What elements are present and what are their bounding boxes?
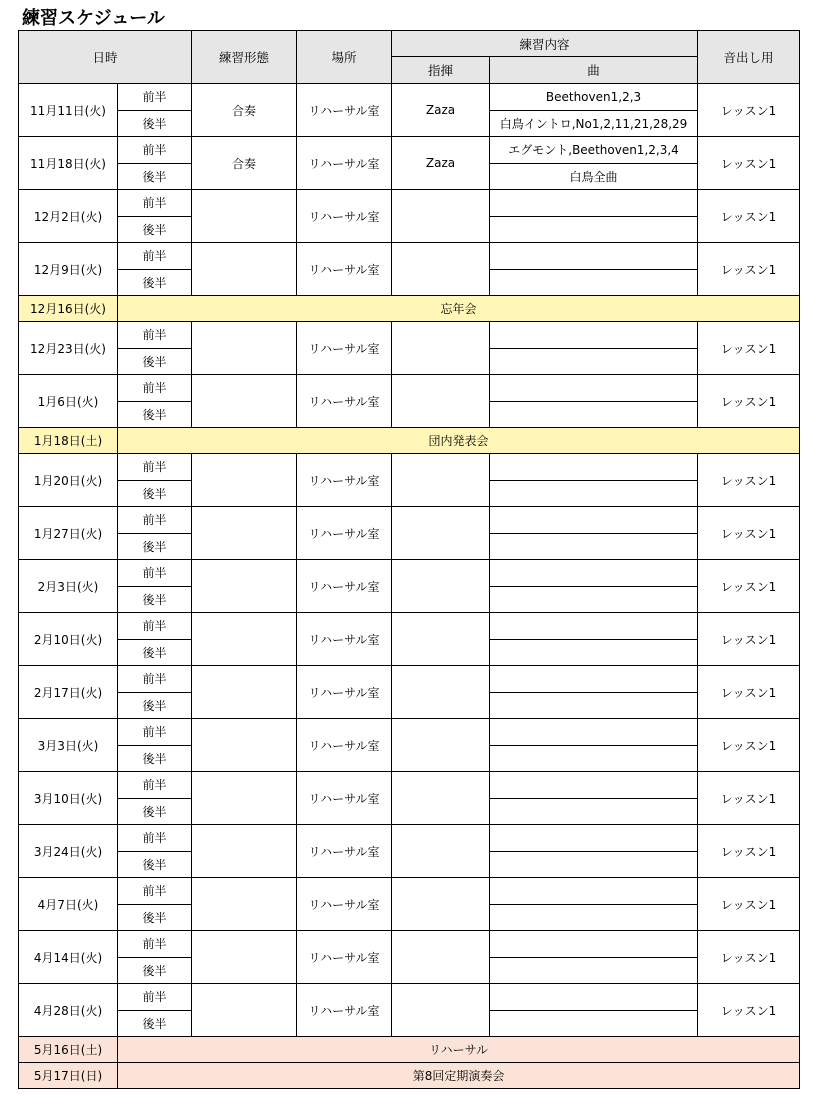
schedule-row (19, 666, 800, 693)
date-cell: 2月3日(火) (19, 560, 118, 613)
second-half-label: 後半 (118, 216, 192, 243)
sound-cell: レッスン1 (698, 375, 800, 428)
date-cell: 1月27日(火) (19, 507, 118, 560)
second-half-label: 後半 (118, 533, 192, 560)
date-cell: 3月3日(火) (19, 719, 118, 772)
schedule-row (19, 507, 800, 534)
form-cell (192, 772, 297, 825)
conductor-cell (392, 507, 490, 560)
header-form: 練習形態 (192, 31, 297, 84)
sound-cell: レッスン1 (698, 931, 800, 984)
header-sound: 音出し用 (698, 31, 800, 84)
piece-first-cell (490, 560, 698, 587)
schedule-row (19, 613, 800, 640)
first-half-label: 前半 (118, 613, 192, 640)
place-cell: リハーサル室 (297, 560, 392, 613)
piece-first-cell (490, 931, 698, 958)
schedule-row (19, 137, 800, 164)
conductor-cell (392, 454, 490, 507)
date-cell: 2月10日(火) (19, 613, 118, 666)
piece-first-cell (490, 613, 698, 640)
schedule-row (19, 454, 800, 481)
piece-first-cell (490, 825, 698, 852)
event-row (19, 428, 800, 454)
second-half-label: 後半 (118, 269, 192, 296)
place-cell: リハーサル室 (297, 454, 392, 507)
conductor-cell: Zaza (392, 84, 490, 137)
place-cell: リハーサル室 (297, 137, 392, 190)
conductor-cell (392, 613, 490, 666)
conductor-cell (392, 931, 490, 984)
date-cell: 4月7日(火) (19, 878, 118, 931)
event-label: リハーサル (118, 1037, 800, 1063)
sound-cell: レッスン1 (698, 666, 800, 719)
header-conductor: 指揮 (392, 57, 490, 84)
first-half-label: 前半 (118, 825, 192, 852)
date-cell: 2月17日(火) (19, 666, 118, 719)
page-title: 練習スケジュール (22, 8, 165, 29)
first-half-label: 前半 (118, 454, 192, 481)
form-cell (192, 560, 297, 613)
piece-second-cell (490, 957, 698, 984)
second-half-label: 後半 (118, 639, 192, 666)
schedule-table (18, 30, 800, 1089)
piece-second-cell (490, 401, 698, 428)
piece-second-cell (490, 586, 698, 613)
second-half-label: 後半 (118, 480, 192, 507)
event-date: 5月17日(日) (19, 1063, 118, 1089)
date-cell: 3月24日(火) (19, 825, 118, 878)
piece-first-cell (490, 984, 698, 1011)
piece-second-cell (490, 216, 698, 243)
form-cell (192, 375, 297, 428)
piece-first-cell (490, 190, 698, 217)
first-half-label: 前半 (118, 772, 192, 799)
piece-first-cell (490, 454, 698, 481)
date-cell: 3月10日(火) (19, 772, 118, 825)
piece-second-cell (490, 1010, 698, 1037)
first-half-label: 前半 (118, 84, 192, 111)
second-half-label: 後半 (118, 1010, 192, 1037)
schedule-row (19, 243, 800, 270)
piece-second-cell (490, 851, 698, 878)
sound-cell: レッスン1 (698, 190, 800, 243)
first-half-label: 前半 (118, 878, 192, 905)
conductor-cell (392, 772, 490, 825)
schedule-row (19, 825, 800, 852)
piece-first-cell (490, 666, 698, 693)
schedule-row (19, 560, 800, 587)
event-date: 1月18日(土) (19, 428, 118, 454)
date-cell: 4月14日(火) (19, 931, 118, 984)
first-half-label: 前半 (118, 719, 192, 746)
conductor-cell (392, 878, 490, 931)
piece-second-cell (490, 480, 698, 507)
second-half-label: 後半 (118, 401, 192, 428)
second-half-label: 後半 (118, 798, 192, 825)
place-cell: リハーサル室 (297, 931, 392, 984)
sound-cell: レッスン1 (698, 137, 800, 190)
schedule-row (19, 190, 800, 217)
second-half-label: 後半 (118, 745, 192, 772)
piece-second-cell (490, 269, 698, 296)
sound-cell: レッスン1 (698, 243, 800, 296)
form-cell (192, 878, 297, 931)
place-cell: リハーサル室 (297, 666, 392, 719)
schedule-row (19, 931, 800, 958)
piece-second-cell (490, 745, 698, 772)
form-cell (192, 613, 297, 666)
second-half-label: 後半 (118, 348, 192, 375)
place-cell: リハーサル室 (297, 613, 392, 666)
piece-first-cell (490, 878, 698, 905)
place-cell: リハーサル室 (297, 825, 392, 878)
sound-cell: レッスン1 (698, 454, 800, 507)
sound-cell: レッスン1 (698, 613, 800, 666)
header-place: 場所 (297, 31, 392, 84)
date-cell: 12月23日(火) (19, 322, 118, 375)
schedule-row (19, 375, 800, 402)
date-cell: 12月2日(火) (19, 190, 118, 243)
place-cell: リハーサル室 (297, 375, 392, 428)
date-cell: 11月11日(火) (19, 84, 118, 137)
form-cell: 合奏 (192, 137, 297, 190)
first-half-label: 前半 (118, 243, 192, 270)
place-cell: リハーサル室 (297, 507, 392, 560)
schedule-row (19, 878, 800, 905)
second-half-label: 後半 (118, 904, 192, 931)
form-cell (192, 984, 297, 1037)
date-cell: 4月28日(火) (19, 984, 118, 1037)
form-cell (192, 507, 297, 560)
form-cell (192, 825, 297, 878)
place-cell: リハーサル室 (297, 878, 392, 931)
schedule-row (19, 322, 800, 349)
conductor-cell (392, 322, 490, 375)
event-row (19, 296, 800, 322)
form-cell (192, 454, 297, 507)
form-cell (192, 719, 297, 772)
sound-cell: レッスン1 (698, 825, 800, 878)
second-half-label: 後半 (118, 163, 192, 190)
place-cell: リハーサル室 (297, 243, 392, 296)
piece-first-cell (490, 719, 698, 746)
first-half-label: 前半 (118, 560, 192, 587)
date-cell: 1月6日(火) (19, 375, 118, 428)
header-datetime: 日時 (19, 31, 192, 84)
conductor-cell (392, 243, 490, 296)
first-half-label: 前半 (118, 507, 192, 534)
event-label: 団内発表会 (118, 428, 800, 454)
piece-first-cell (490, 507, 698, 534)
form-cell (192, 190, 297, 243)
second-half-label: 後半 (118, 957, 192, 984)
date-cell: 11月18日(火) (19, 137, 118, 190)
sound-cell: レッスン1 (698, 878, 800, 931)
sound-cell: レッスン1 (698, 719, 800, 772)
piece-first-cell (490, 772, 698, 799)
first-half-label: 前半 (118, 375, 192, 402)
piece-second-cell (490, 348, 698, 375)
schedule-row (19, 719, 800, 746)
header-content: 練習内容 (392, 31, 698, 57)
schedule-row (19, 772, 800, 799)
piece-second-cell: 白鳥イントロ,No1,2,11,21,28,29 (490, 110, 698, 137)
first-half-label: 前半 (118, 931, 192, 958)
form-cell (192, 243, 297, 296)
piece-second-cell (490, 798, 698, 825)
piece-second-cell: 白鳥全曲 (490, 163, 698, 190)
piece-first-cell (490, 243, 698, 270)
sound-cell: レッスン1 (698, 84, 800, 137)
conductor-cell (392, 375, 490, 428)
first-half-label: 前半 (118, 666, 192, 693)
first-half-label: 前半 (118, 190, 192, 217)
piece-first-cell: Beethoven1,2,3 (490, 84, 698, 111)
second-half-label: 後半 (118, 692, 192, 719)
date-cell: 12月9日(火) (19, 243, 118, 296)
event-row (19, 1037, 800, 1063)
schedule-body (19, 84, 800, 1089)
conductor-cell (392, 825, 490, 878)
sound-cell: レッスン1 (698, 984, 800, 1037)
second-half-label: 後半 (118, 586, 192, 613)
sound-cell: レッスン1 (698, 507, 800, 560)
first-half-label: 前半 (118, 984, 192, 1011)
header-piece: 曲 (490, 57, 698, 84)
date-cell: 1月20日(火) (19, 454, 118, 507)
conductor-cell (392, 190, 490, 243)
piece-second-cell (490, 533, 698, 560)
sound-cell: レッスン1 (698, 772, 800, 825)
form-cell: 合奏 (192, 84, 297, 137)
place-cell: リハーサル室 (297, 190, 392, 243)
schedule-row (19, 984, 800, 1011)
first-half-label: 前半 (118, 137, 192, 164)
second-half-label: 後半 (118, 110, 192, 137)
event-row (19, 1063, 800, 1089)
place-cell: リハーサル室 (297, 772, 392, 825)
event-label: 忘年会 (118, 296, 800, 322)
sound-cell: レッスン1 (698, 560, 800, 613)
place-cell: リハーサル室 (297, 984, 392, 1037)
place-cell: リハーサル室 (297, 84, 392, 137)
piece-first-cell: エグモント,Beethoven1,2,3,4 (490, 137, 698, 164)
piece-second-cell (490, 692, 698, 719)
conductor-cell (392, 666, 490, 719)
piece-first-cell (490, 375, 698, 402)
conductor-cell: Zaza (392, 137, 490, 190)
schedule-row (19, 84, 800, 111)
piece-second-cell (490, 639, 698, 666)
conductor-cell (392, 719, 490, 772)
event-label: 第8回定期演奏会 (118, 1063, 800, 1089)
first-half-label: 前半 (118, 322, 192, 349)
piece-first-cell (490, 322, 698, 349)
conductor-cell (392, 984, 490, 1037)
sound-cell: レッスン1 (698, 322, 800, 375)
piece-second-cell (490, 904, 698, 931)
event-date: 12月16日(火) (19, 296, 118, 322)
form-cell (192, 322, 297, 375)
form-cell (192, 666, 297, 719)
form-cell (192, 931, 297, 984)
place-cell: リハーサル室 (297, 719, 392, 772)
place-cell: リハーサル室 (297, 322, 392, 375)
event-date: 5月16日(土) (19, 1037, 118, 1063)
second-half-label: 後半 (118, 851, 192, 878)
conductor-cell (392, 560, 490, 613)
